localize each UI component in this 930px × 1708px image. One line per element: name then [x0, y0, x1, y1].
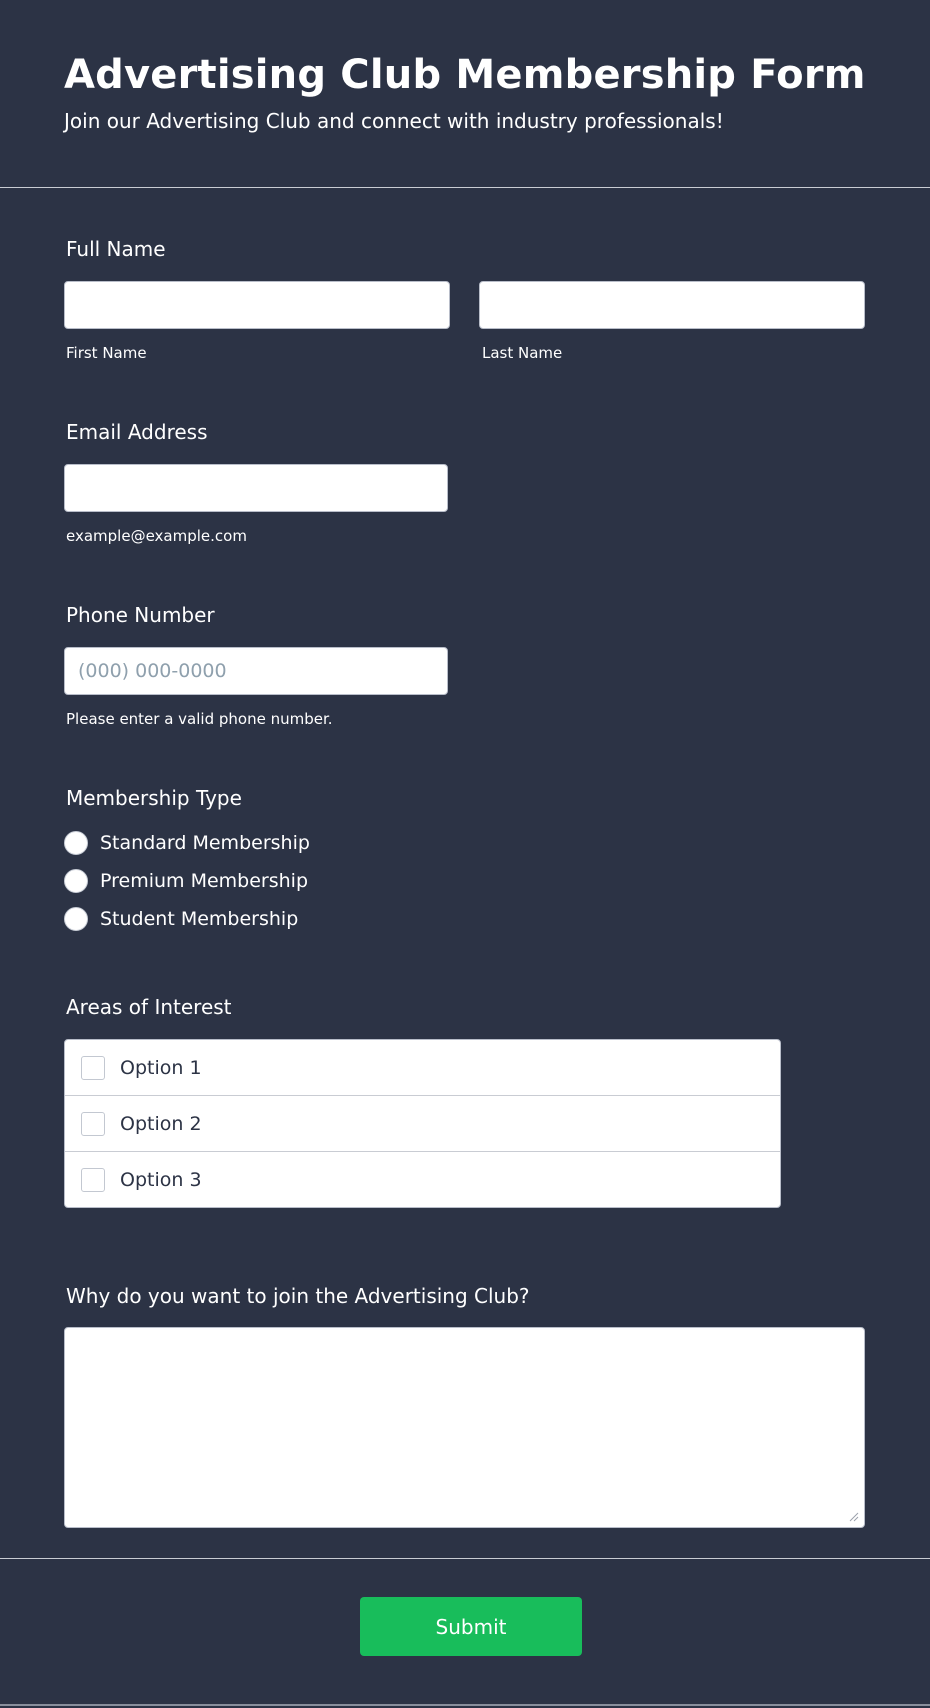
submit-button[interactable]: Submit: [360, 1597, 582, 1656]
resize-grip-icon[interactable]: [849, 1512, 859, 1522]
radio-button[interactable]: [64, 831, 88, 855]
areas-of-interest-label: Areas of Interest: [66, 995, 232, 1019]
first-name-input[interactable]: [64, 281, 450, 329]
form-header: [0, 0, 930, 188]
footer-divider: [0, 1558, 930, 1559]
interest-option-2[interactable]: [65, 1096, 780, 1152]
phone-label: Phone Number: [66, 603, 215, 627]
interest-option-3[interactable]: [65, 1152, 780, 1208]
radio-button[interactable]: [64, 869, 88, 893]
membership-option-premium[interactable]: [64, 868, 308, 894]
email-sublabel: example@example.com: [66, 527, 247, 545]
reason-label: Why do you want to join the Advertising Club?: [66, 1284, 530, 1308]
interest-option-label: Option 1: [120, 1056, 202, 1079]
areas-of-interest-list: [64, 1039, 781, 1208]
last-name-sublabel: Last Name: [482, 344, 563, 362]
full-name-label: Full Name: [66, 237, 166, 261]
membership-option-label: Student Membership: [100, 908, 299, 930]
membership-type-label: Membership Type: [66, 786, 242, 810]
first-name-sublabel: First Name: [66, 344, 147, 362]
last-name-input[interactable]: [479, 281, 865, 329]
membership-option-label: Premium Membership: [100, 870, 309, 892]
form-title: Advertising Club Membership Form: [64, 52, 866, 98]
checkbox[interactable]: [81, 1112, 105, 1136]
reason-textarea[interactable]: [64, 1327, 865, 1528]
interest-option-label: Option 3: [120, 1169, 202, 1191]
checkbox[interactable]: [81, 1056, 105, 1080]
phone-sublabel: Please enter a valid phone number.: [66, 710, 333, 728]
interest-option-1[interactable]: [65, 1040, 780, 1096]
radio-button[interactable]: [64, 907, 88, 931]
membership-option-label: Standard Membership: [100, 832, 310, 854]
phone-input[interactable]: [64, 647, 448, 695]
interest-option-label: Option 2: [120, 1112, 202, 1135]
checkbox[interactable]: [81, 1168, 105, 1192]
form-subtitle: Join our Advertising Club and connect with industry professionals!: [64, 109, 724, 133]
membership-option-student[interactable]: [64, 906, 298, 932]
email-input[interactable]: [64, 464, 448, 512]
membership-option-standard[interactable]: [64, 830, 310, 856]
email-label: Email Address: [66, 420, 208, 444]
